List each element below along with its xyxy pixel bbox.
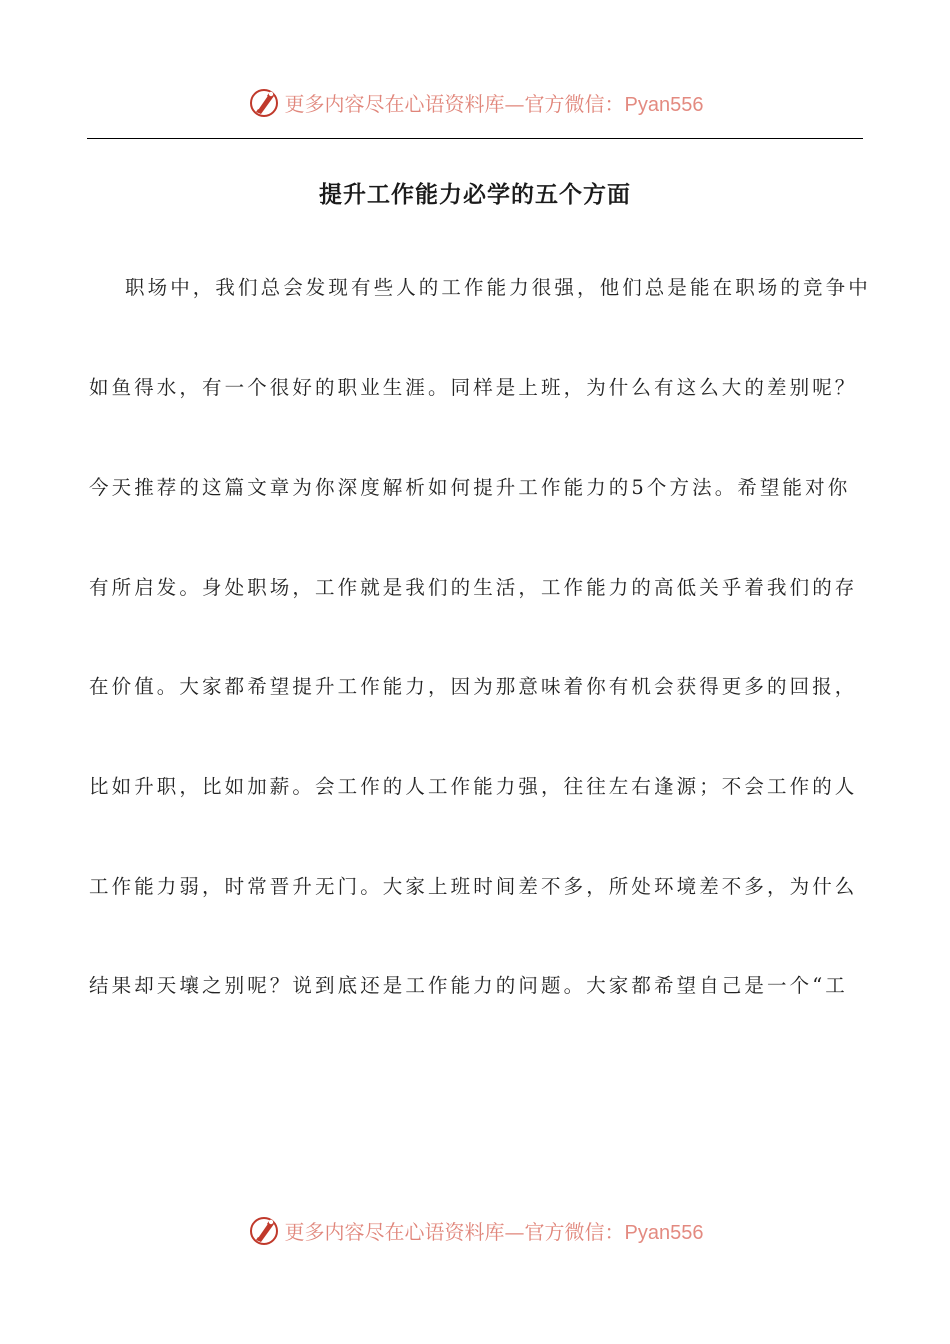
body-line: 在价值。大家都希望提升工作能力，因为那意味着你有机会获得更多的回报， [89,675,858,698]
body-line: 结果却天壤之别呢？说到底还是工作能力的问题。大家都希望自己是一个“工 [89,974,848,997]
footer-banner-text [285,1216,704,1245]
footer-wechat-id: Pyan556 [624,1221,704,1244]
header-banner-text [285,88,704,117]
header-banner [0,82,950,122]
header-banner-label: 更多内容尽在心语资料库—官方微信： [284,91,625,116]
body-line: 职场中，我们总会发现有些人的工作能力很强，他们总是能在职场的竞争中 [125,276,871,299]
body-line: 比如升职，比如加薪。会工作的人工作能力强，往往左右逢源；不会工作的人 [89,775,858,798]
header-divider [87,138,863,139]
footer-banner-label: 更多内容尽在心语资料库—官方微信： [284,1219,625,1244]
pen-nib-logo-icon [247,85,281,119]
header-wechat-id: Pyan556 [624,93,704,116]
pen-nib-logo-icon [247,1213,281,1247]
body-line: 今天推荐的这篇文章为你深度解析如何提升工作能力的5个方法。希望能对你 [89,476,851,499]
body-line: 有所启发。身处职场，工作就是我们的生活，工作能力的高低关乎着我们的存 [89,576,858,599]
body-line: 工作能力弱，时常晋升无门。大家上班时间差不多，所处环境差不多，为什么 [89,875,858,898]
footer-banner [0,1210,950,1250]
document-title: 提升工作能力必学的五个方面 [319,181,631,208]
body-line: 如鱼得水，有一个很好的职业生涯。同样是上班，为什么有这么大的差别呢？ [89,376,858,399]
